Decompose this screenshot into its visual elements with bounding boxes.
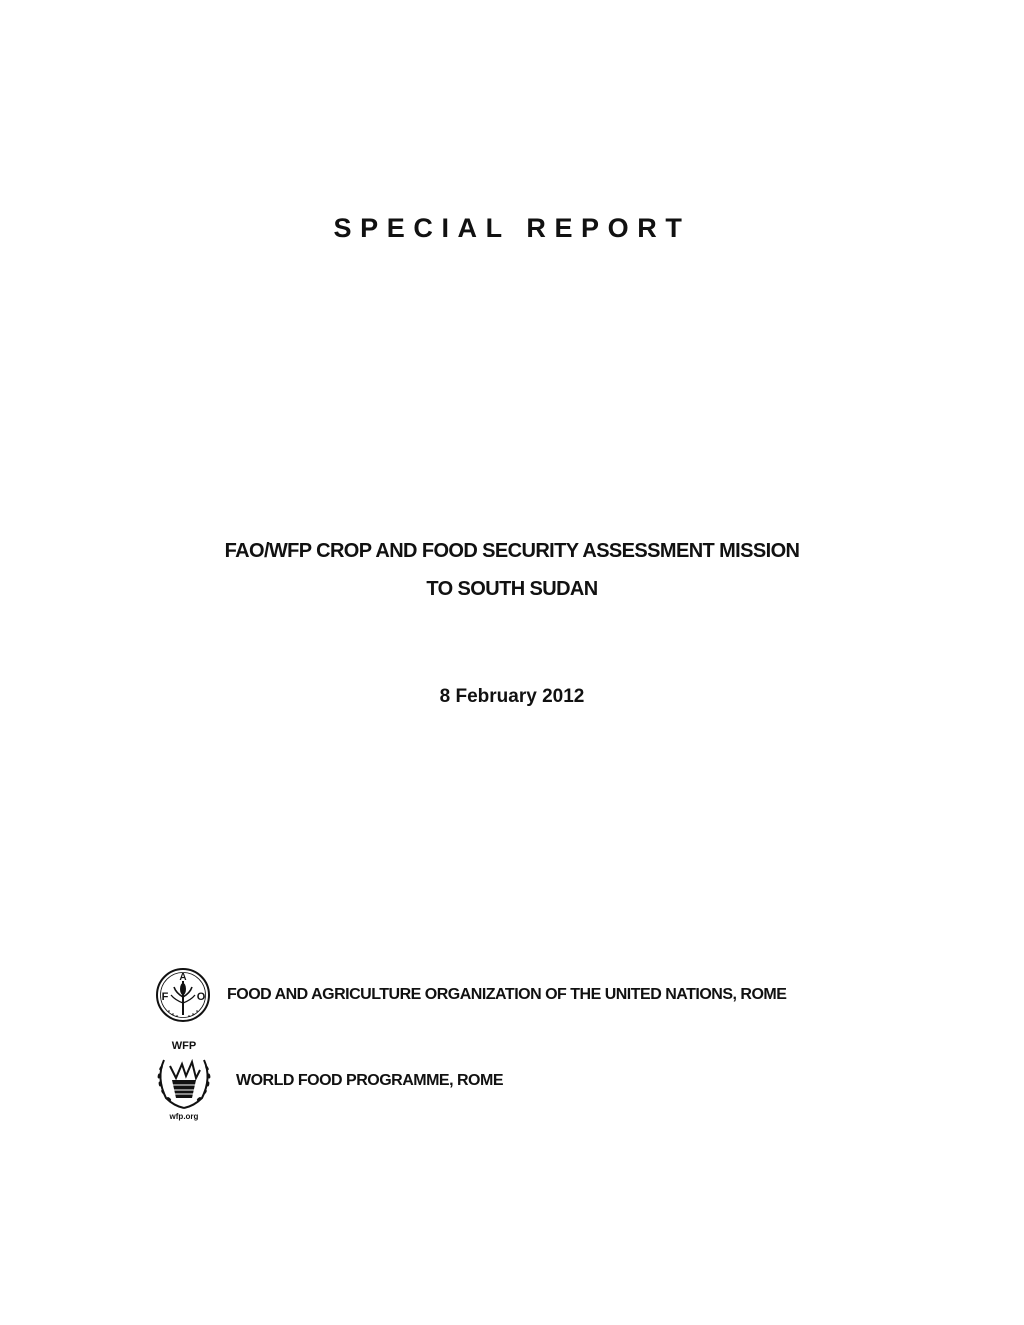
svg-text:O: O bbox=[196, 991, 206, 1003]
org-name-wfp: WORLD FOOD PROGRAMME, ROME bbox=[236, 1072, 503, 1089]
svg-text:wfp.org: wfp.org bbox=[169, 1112, 199, 1121]
org-name-fao: FOOD AND AGRICULTURE ORGANIZATION OF THE UNITED NATIONS, ROME bbox=[227, 986, 787, 1003]
org-wfp bbox=[152, 1038, 503, 1122]
wfp-logo-icon bbox=[152, 1038, 216, 1122]
svg-text:F: F bbox=[161, 991, 169, 1003]
report-date: 8 February 2012 bbox=[439, 686, 585, 707]
svg-text:A: A bbox=[179, 972, 187, 983]
fao-logo-icon bbox=[154, 967, 212, 1023]
report-type-heading: SPECIAL REPORT bbox=[333, 213, 691, 243]
mission-title-line-1: FAO/WFP CROP AND FOOD SECURITY ASSESSMENT MISSION bbox=[224, 540, 800, 562]
svg-text:WFP: WFP bbox=[171, 1040, 197, 1052]
mission-title bbox=[0, 532, 1024, 608]
mission-title-line-2: TO SOUTH SUDAN bbox=[426, 578, 598, 600]
org-fao bbox=[154, 967, 786, 1023]
